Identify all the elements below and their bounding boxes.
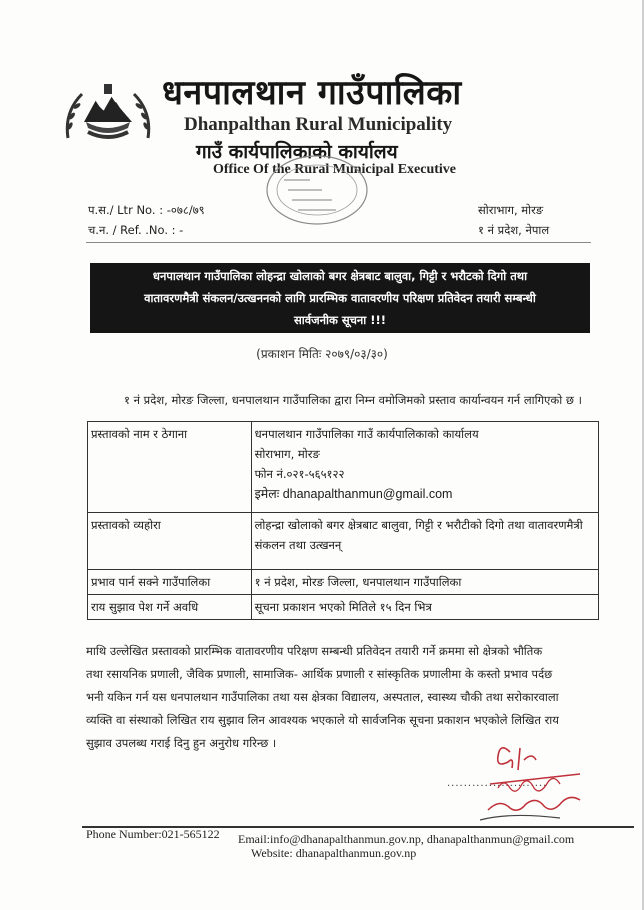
proposal-details-table <box>87 421 599 620</box>
table-row <box>88 595 599 620</box>
letter-number: प.स./ Ltr No. : -०७८/७९ <box>88 203 205 217</box>
footer-email: Email:info@dhanapalthanmun.gov.np, dhanapalthanmun@gmail.com <box>238 832 575 846</box>
office-province: १ नं प्रदेश, नेपाल <box>478 223 550 237</box>
address-block <box>478 200 549 240</box>
handwritten-signature <box>440 738 590 828</box>
table-row <box>88 513 599 570</box>
municipality-title-english: Dhanpalthan Rural Municipality <box>184 114 453 135</box>
intro-text: १ नं प्रदेश, मोरङ जिल्ला, धनपालथान गाउँपालिका द्वारा निम्न वमोजिमको प्रस्ताव कार्यान्वयन गर्न लागिएको छ । <box>124 393 582 407</box>
table-value-cell <box>251 422 598 513</box>
table-label-cell: प्रस्तावको नाम र ठेगाना <box>88 422 252 513</box>
paragraph-line: भनी यकिन गर्न यस धनपालथान गाउँपालिका तथा यस क्षेत्रका विद्यालय, अस्पताल, स्वास्थ्य चौकी तथा सरोकारवाला <box>86 690 559 704</box>
value-line: लोहन्द्रा खोलाको बगर क्षेत्रबाट बालुवा, गिट्टी र भरौटीको दिगो तथा वातावरणमैत्री <box>254 518 583 532</box>
municipality-title-nepali: धनपालथान गाउँपालिका <box>162 73 462 113</box>
value-line: संकलन तथा उत्खनन् <box>254 538 342 552</box>
paragraph-line: तथा रसायनिक प्रणाली, जैविक प्रणाली, सामाजिक- आर्थिक प्रणाली र सांस्कृतिक प्रणालीमा के कस्तो प्रभाव पर्दछ <box>86 667 553 681</box>
value-line: इमेलः dhanapalthanmun@gmail.com <box>254 487 453 501</box>
office-location: सोराभाग, मोरङ <box>478 203 544 217</box>
table-row <box>88 422 599 513</box>
notice-heading-line: धनपालथान गाउँपालिका लोहन्द्रा खोलाको बगर क्षेत्रबाट बालुवा, गिट्टी र भरौटको दिगो तथा <box>152 269 528 283</box>
table-value-cell <box>251 513 598 570</box>
notice-heading-line: वातावरणमैत्री संकलन/उत्खननको लागि प्रारम्भिक वातावरणीय परिक्षण प्रतिवेदन तयारी सम्बन्धी <box>144 291 536 305</box>
value-line: धनपालथान गाउँपालिका गाउँ कार्यपालिकाको कार्यालय <box>254 427 479 441</box>
paragraph-line: व्यक्ति वा संस्थाको लिखित राय सुझाव लिन आवश्यक भएकाले यो सार्वजनिक सूचना प्रकाशन भएकोले लिखित राय <box>86 713 559 727</box>
header-divider <box>86 242 591 243</box>
value-line: सूचना प्रकाशन भएको मितिले १५ दिन भित्र <box>254 600 432 614</box>
office-stamp <box>262 150 372 230</box>
paragraph-line: सुझाव उपलब्ध गराई दिनु हुन अनुरोध गरिन्छ । <box>86 736 277 750</box>
notice-heading-line: सार्वजनीक सूचना !!! <box>293 313 387 327</box>
table-label-cell: प्रभाव पार्न सक्ने गाउँपालिका <box>88 570 252 595</box>
reference-block <box>88 200 205 240</box>
footer-phone: Phone Number:021-565122 <box>86 827 220 841</box>
value-line: सोराभाग, मोरङ <box>254 447 320 461</box>
footer-contact <box>238 832 598 860</box>
table-value-cell <box>251 570 598 595</box>
paragraph-line: माथि उल्लेखित प्रस्तावको प्रारम्भिक वातावरणीय परिक्षण सम्बन्धी प्रतिवेदन तयारी गर्ने क्रममा सो क्षेत्रको भौतिक <box>86 644 543 658</box>
signature-line: ........................ <box>447 778 548 789</box>
value-line: १ नं प्रदेश, मोरङ जिल्ला, धनपालथान गाउँपालिका <box>254 575 462 589</box>
value-line: फोन नं.०२१-५६५१२२ <box>254 467 345 481</box>
notice-heading-banner <box>90 263 590 333</box>
table-label-cell: राय सुझाव पेश गर्ने अवधि <box>88 595 252 620</box>
office-title-english: Office Of the Rural Municipal Executive <box>213 162 457 177</box>
nepal-emblem-logo <box>62 78 154 146</box>
footer-website: Website: dhanapalthanmun.gov.np <box>251 846 417 860</box>
table-value-cell <box>251 595 598 620</box>
reference-number: च.न. / Ref. .No. : - <box>88 223 184 237</box>
table-row <box>88 570 599 595</box>
office-title-nepali: गाउँ कार्यपालिकाको कार्यालय <box>196 141 398 163</box>
publication-date: (प्रकाशन मितिः २०७९/०३/३०) <box>256 347 388 361</box>
table-label-cell: प्रस्तावको व्यहोरा <box>88 513 252 570</box>
